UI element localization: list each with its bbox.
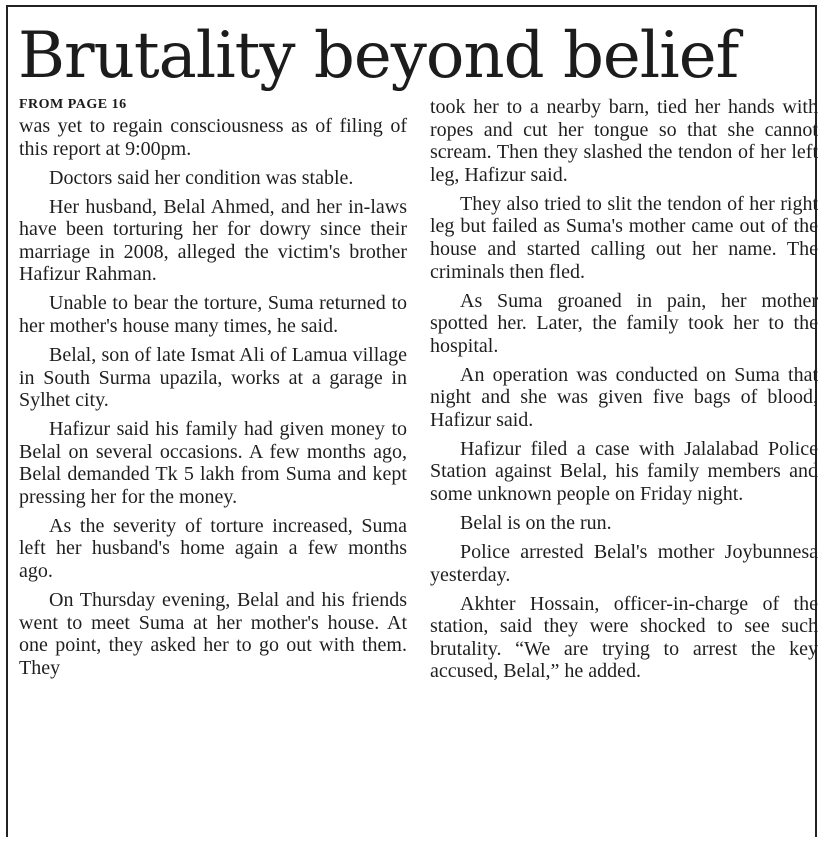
paragraph: Belal, son of late Ismat Ali of Lamua village in South Surma upazila, works at a garage in Sylhet city. bbox=[19, 343, 407, 412]
paragraph: Police arrested Belal's mother Joybunnesa yesterday. bbox=[430, 541, 818, 586]
paragraph: Her husband, Belal Ahmed, and her in-laws have been torturing her for dowry since their marriage in 2008, alleged the victim's brother Hafizur Rahman. bbox=[19, 195, 407, 286]
paragraph: As the severity of torture increased, Suma left her husband's home again a few months ago. bbox=[19, 514, 407, 583]
article-headline: Brutality beyond belief bbox=[18, 19, 739, 93]
paragraph: Unable to bear the torture, Suma returned to her mother's house many times, he said. bbox=[19, 292, 407, 337]
paragraph: As Suma groaned in pain, her mother spotted her. Later, the family took her to the hospital. bbox=[430, 289, 818, 357]
article-column-right bbox=[430, 96, 818, 689]
paragraph: took her to a nearby barn, tied her hands with ropes and cut her tongue so that she cannot scream. Then they slashed the tendon of her left leg, Hafizur said. bbox=[430, 96, 818, 186]
paragraph: On Thursday evening, Belal and his friends went to meet Suma at her mother's house. At one point, they asked her to go out with them. They bbox=[19, 589, 407, 679]
paragraph: Akhter Hossain, officer-in-charge of the station, said they were shocked to see such brutality. “We are trying to arrest the key accused, Belal,” he added. bbox=[430, 592, 818, 683]
paragraph: An operation was conducted on Suma that night and she was given five bags of blood, Hafizur said. bbox=[430, 363, 818, 431]
article-column-left bbox=[19, 96, 407, 686]
paragraph: Hafizur filed a case with Jalalabad Police Station against Belal, his family members and some unknown people on Friday night. bbox=[430, 437, 818, 506]
paragraph: Hafizur said his family had given money to Belal on several occasions. A few months ago, Belal demanded Tk 5 lakh from Suma and kept pressing her for the money. bbox=[19, 418, 407, 508]
jump-line: FROM PAGE 16 bbox=[19, 97, 127, 112]
paragraph: They also tried to slit the tendon of her right leg but failed as Suma's mother came out of the house and started calling out her name. The criminals then fled. bbox=[430, 192, 818, 283]
paragraph: was yet to regain consciousness as of filing of this report at 9:00pm. bbox=[19, 115, 407, 160]
paragraph: Doctors said her condition was stable. bbox=[49, 166, 354, 189]
paragraph: Belal is on the run. bbox=[460, 512, 612, 535]
